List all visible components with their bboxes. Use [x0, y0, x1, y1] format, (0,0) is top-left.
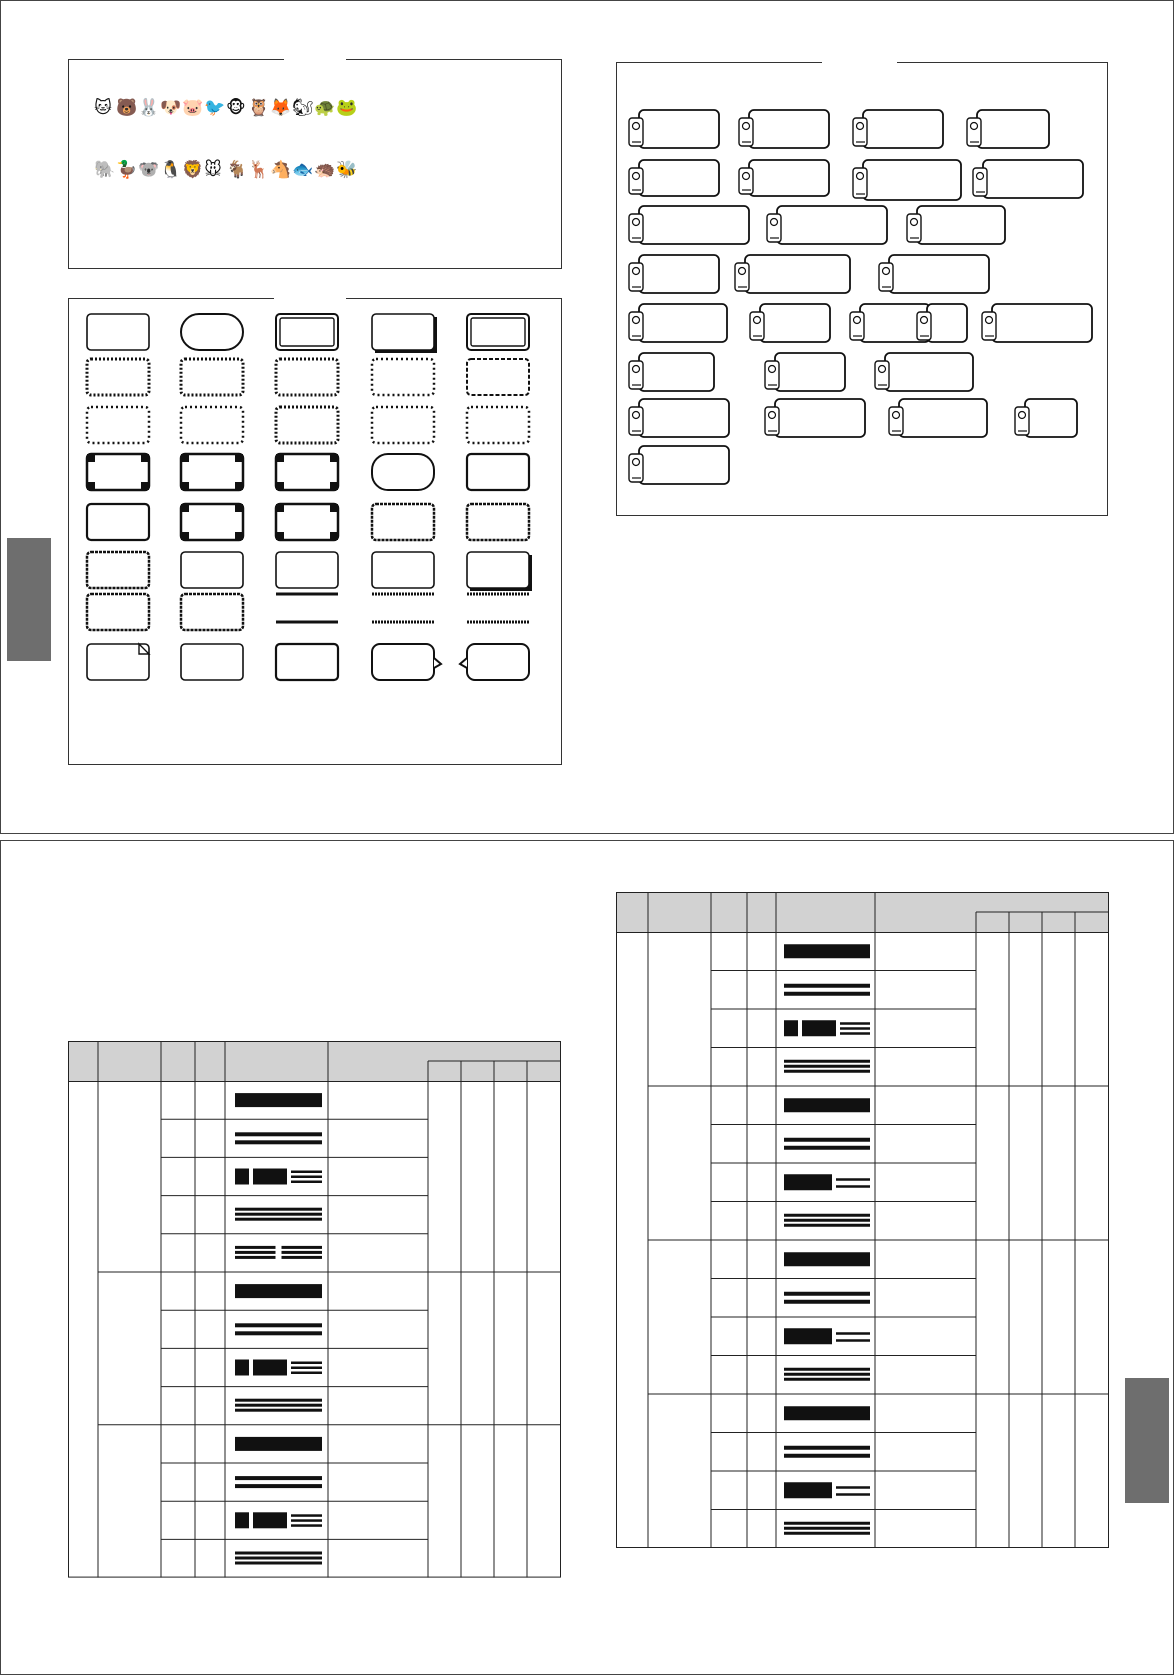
santa-icon: [629, 353, 714, 391]
phone-icon: [735, 255, 850, 293]
table-row-sample-triple: [784, 1522, 870, 1535]
table-row-sample-solid: [784, 1252, 870, 1266]
arrow-right-icon: [739, 110, 829, 148]
yarn-icon: [889, 399, 987, 437]
calculator-icon: [879, 255, 989, 293]
frame-corner-mark: [181, 644, 243, 680]
rabbit-icon: 🐰: [138, 98, 160, 118]
goat-icon: 🐐: [226, 160, 248, 180]
frame-beaded: [181, 407, 243, 443]
frame-shadow-thin: [467, 552, 532, 591]
table-row-sample-triple: [235, 1399, 322, 1412]
giraffe-icon: [765, 353, 845, 391]
monkey-icon: 🐵: [226, 98, 246, 118]
frame-shadow: [372, 314, 437, 353]
frame-plain-thin: [181, 552, 243, 588]
person-icon: [907, 206, 1005, 244]
bear-icon: 🐻: [116, 98, 138, 118]
table-row-sample-solid: [784, 1098, 870, 1112]
frame-corner-cut: [181, 454, 243, 490]
table-row-sample-solid: [235, 1284, 322, 1298]
frame-scallop-fine: [276, 407, 338, 443]
table-row-sample-triple: [784, 1368, 870, 1381]
bee-icon: 🐝: [336, 160, 358, 180]
pig-icon: [1015, 399, 1077, 437]
illustrations-panel: [68, 59, 562, 269]
frame-speech-left: [460, 644, 529, 680]
tag-icon: [629, 110, 719, 148]
frame-lace: [87, 594, 149, 630]
table-row-sample-mixed: [235, 1360, 322, 1376]
picture-frames-panel: [616, 62, 1108, 516]
frame-hatch: [372, 594, 434, 622]
frame-note-fold: [87, 644, 149, 680]
frame-stitched: [87, 552, 149, 588]
elephant-icon: 🐘: [94, 160, 116, 180]
clapper-icon: [982, 304, 1092, 342]
fox-icon: 🦊: [270, 98, 292, 118]
frame-dotted: [372, 359, 434, 395]
frame-corner-check: [276, 454, 338, 490]
table-row-sample-triple: [784, 1060, 870, 1073]
flower-branch-icon: [629, 206, 749, 244]
koala-icon: 🐨: [138, 160, 160, 180]
squirrel-icon: 🐿: [292, 98, 314, 118]
frame-ornate: [87, 504, 149, 540]
illustration-row-2: [94, 160, 358, 180]
rooster-icon: [765, 399, 865, 437]
ribbon-icon: [629, 160, 719, 196]
frame-stamp: [372, 552, 434, 588]
worker-icon: [629, 255, 719, 293]
table-row-sample-triple: [235, 1552, 322, 1565]
penguin-icon: 🐧: [160, 160, 182, 180]
frame-ticket: [276, 552, 338, 588]
frames-grid: [69, 299, 561, 764]
lighthouse-icon: [750, 304, 830, 342]
frame-diamond-chain: [467, 407, 529, 443]
horse-icon: 🐴: [270, 160, 292, 180]
mouse-icon: 🐭: [204, 160, 222, 180]
frame-speech-right: [372, 644, 441, 680]
lion-icon: 🦁: [182, 160, 204, 180]
dog-icon: [875, 353, 973, 391]
arrow-left-icon: [853, 110, 943, 148]
plaque-icon: [967, 110, 1049, 148]
top-page: [0, 0, 1174, 834]
owl-icon: 🦉: [248, 98, 270, 118]
frame-wavy: [181, 359, 243, 395]
frame-film: [276, 504, 338, 540]
illustration-row-1: [94, 98, 358, 118]
table-row-sample-solid: [235, 1093, 322, 1107]
frame-double-thick: [467, 314, 529, 350]
fish-icon: 🐟: [292, 160, 314, 180]
doghouse-icon: [629, 446, 729, 484]
flower-corner-icon: [973, 160, 1083, 198]
frame-plain: [87, 314, 149, 350]
frame-chain: [372, 504, 434, 540]
turtle-icon: 🐢: [314, 98, 336, 118]
table-row-sample-solid: [784, 1406, 870, 1420]
bottom-page: [0, 840, 1174, 1675]
truck-icon: [629, 304, 727, 342]
flower-vine-icon: [767, 206, 887, 244]
frames-panel: [68, 298, 562, 765]
frame-double: [276, 314, 338, 350]
frame-checker-border: [181, 594, 243, 630]
frame-scroll: [276, 644, 338, 680]
section-tab: [7, 538, 51, 661]
left-layout-table: [68, 1041, 561, 1578]
frame-oval-inset: [372, 454, 434, 490]
cat-icon: 🐱: [94, 98, 112, 118]
frame-ribbon: [467, 454, 529, 490]
frame-zigzag: [87, 359, 149, 395]
pig-icon: 🐷: [182, 98, 204, 118]
table-row-sample-triple: [235, 1208, 322, 1221]
cat-icon: [629, 399, 729, 437]
frame-dotted-fine: [87, 407, 149, 443]
table-row-sample-solid: [235, 1437, 322, 1451]
table-row-sample-mixed: [235, 1169, 322, 1185]
picture-frames-grid: [617, 63, 1107, 515]
right-layout-table: [616, 892, 1109, 1548]
scroll-icon: [853, 160, 961, 200]
table-row-sample-solid: [784, 944, 870, 958]
table-frame: [69, 1042, 561, 1578]
frame-bracket: [181, 504, 243, 540]
frog-icon: 🐸: [336, 98, 358, 118]
table-row-sample-mixed: [784, 1020, 870, 1036]
frame-lines: [276, 594, 338, 622]
frame-hatch-fine: [467, 594, 529, 622]
bow-ribbon-icon: [739, 160, 829, 196]
deer-icon: 🦌: [248, 160, 270, 180]
hedgehog-icon: 🦔: [314, 160, 336, 180]
table-row-sample-mixed: [235, 1512, 322, 1528]
frame-scallop: [276, 359, 338, 395]
dog-icon: 🐶: [160, 98, 182, 118]
frame-dot-chain: [372, 407, 434, 443]
frame-corner-thick: [87, 454, 149, 490]
section-tab: [1125, 1378, 1169, 1503]
duck-icon: 🦆: [116, 160, 138, 180]
frame-rounded: [181, 314, 243, 350]
frame-dashed: [467, 359, 529, 395]
frame-checker: [467, 504, 529, 540]
table-row-sample-triple: [784, 1214, 870, 1227]
bird-icon: 🐦: [204, 98, 226, 118]
